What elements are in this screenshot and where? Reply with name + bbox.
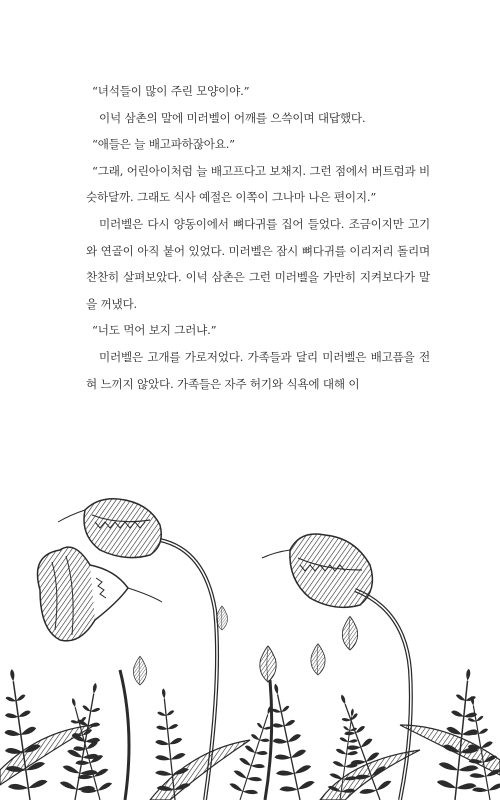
flower-head-right [262,534,372,607]
paragraph-3: “애들은 늘 배고파하잖아요.” [92,137,235,152]
paragraph-4: “그래, 어린아이처럼 늘 배고프다고 보채지. 그런 점에서 버트럼과 비슷하달까. 그래도 식사 예절은 이쪽이 그나마 나은 편이지.” [86,163,430,205]
paragraph-5: 미러벨은 다시 양동이에서 뼈다귀를 집어 들었다. 조금이지만 고기와 연골이 아직 붙어 있었다. 미러벨은 잠시 뼈다귀를 이리저리 돌리며 찬찬히 살펴보았다. 이넉 삼촌은 그런 미러벨을 가만히 지켜보다가 말을 꺼냈다. [86,216,430,311]
flower-buds [133,606,357,685]
body-text [86,78,430,397]
flower-head-left [38,547,163,641]
paragraph-7: 미러벨은 고개를 가로저었다. 가족들과 달리 미러벨은 배고픔을 전혀 느끼지 않았다. 가족들은 자주 허기와 식욕에 대해 이 [86,349,430,391]
flower-illustration [0,470,500,800]
paragraph-6: “너도 먹어 보지 그러냐.” [92,323,217,338]
paragraph-2: 이넉 삼촌의 말에 미러벨이 어깨를 으쓱이며 대답했다. [99,110,366,125]
paragraph-1: “녀석들이 많이 주린 모양이야.” [92,84,250,98]
